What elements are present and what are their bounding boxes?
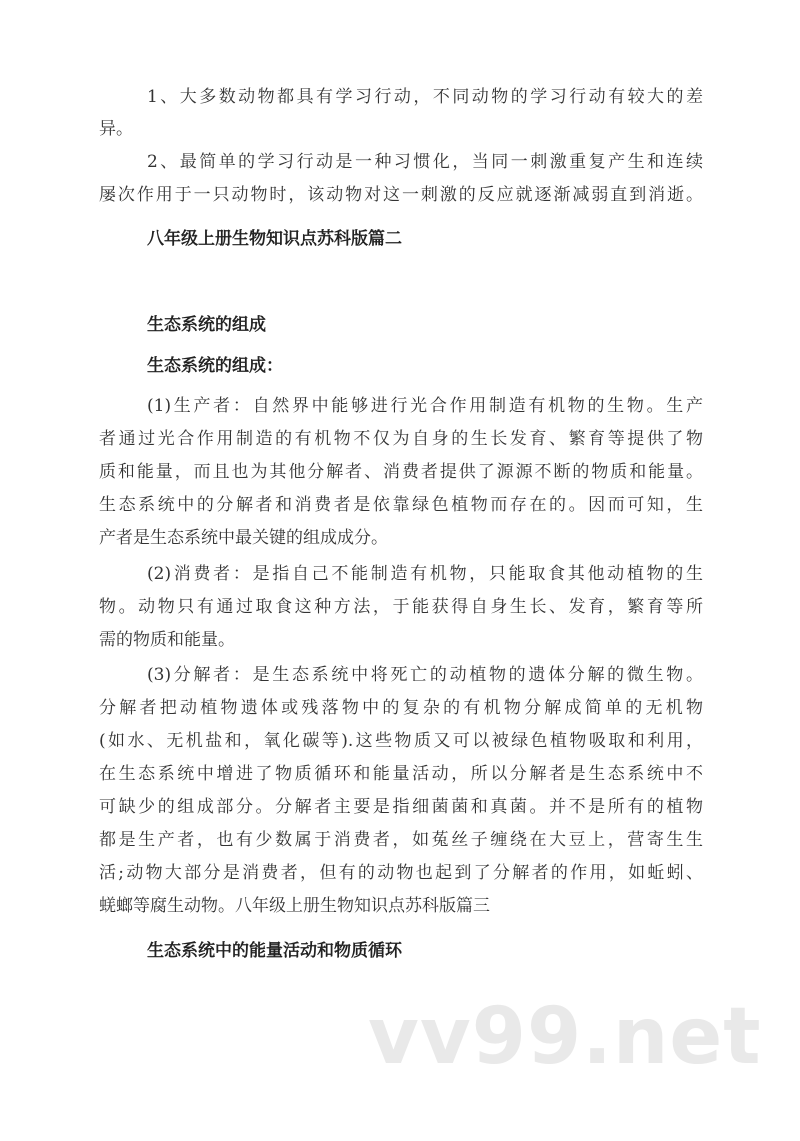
paragraph-line: (2)消费者：是指自己不能制造有机物，只能取食其他动植物的生 bbox=[147, 564, 703, 584]
paragraph-line: 产者是生态系统中最关键的组成成分。 bbox=[99, 528, 388, 548]
paragraph-line: 2、最简单的学习行动是一种习惯化，当同一刺激重复产生和连续 bbox=[147, 152, 703, 172]
paragraph-line: 分解者把动植物遗体或残落物中的复杂的有机物分解成简单的无机物 bbox=[99, 698, 703, 718]
section-heading: 八年级上册生物知识点苏科版篇二 bbox=[147, 229, 402, 249]
paragraph-line: 质和能量，而且也为其他分解者、消费者提供了源源不断的物质和能量。 bbox=[99, 462, 703, 482]
paragraph-line: 可缺少的组成部分。分解者主要是指细菌菌和真菌。并不是所有的植物 bbox=[99, 797, 703, 817]
paragraph-line: 需的物质和能量。 bbox=[99, 630, 235, 650]
paragraph-line: 生态系统中的分解者和消费者是依靠绿色植物而存在的。因而可知，生 bbox=[99, 495, 703, 515]
sub-heading: 生态系统的组成： bbox=[147, 356, 283, 376]
paragraph-line: (3)分解者：是生态系统中将死亡的动植物的遗体分解的微生物。 bbox=[147, 665, 703, 685]
paragraph-line: 都是生产者，也有少数属于消费者，如菟丝子缠绕在大豆上，营寄生生 bbox=[99, 830, 703, 850]
paragraph-line: 屡次作用于一只动物时，该动物对这一刺激的反应就逐渐减弱直到消逝。 bbox=[99, 185, 703, 205]
paragraph-line: 者通过光合作用制造的有机物不仅为自身的生长发育、繁育等提供了物 bbox=[99, 429, 703, 449]
paragraph-line: 在生态系统中增进了物质循环和能量活动，所以分解者是生态系统中不 bbox=[99, 764, 703, 784]
paragraph-line: 蜣螂等腐生动物。八年级上册生物知识点苏科版篇三 bbox=[99, 896, 490, 916]
section-heading: 生态系统中的能量活动和物质循环 bbox=[147, 941, 402, 961]
watermark: vv99.net bbox=[368, 992, 762, 1082]
paragraph-line: 物。动物只有通过取食这种方法，于能获得自身生长、发育，繁育等所 bbox=[99, 597, 703, 617]
paragraph-line: (1)生产者：自然界中能够进行光合作用制造有机物的生物。生产 bbox=[147, 396, 703, 416]
paragraph-line: 1、大多数动物都具有学习行动，不同动物的学习行动有较大的差 bbox=[147, 87, 703, 107]
paragraph-line: 活;动物大部分是消费者，但有的动物也起到了分解者的作用，如蚯蚓、 bbox=[99, 863, 703, 883]
paragraph-line: 异。 bbox=[99, 119, 133, 139]
section-heading: 生态系统的组成 bbox=[147, 315, 266, 335]
paragraph-line: (如水、无机盐和，氧化碳等).这些物质又可以被绿色植物吸取和利用， bbox=[99, 731, 703, 751]
